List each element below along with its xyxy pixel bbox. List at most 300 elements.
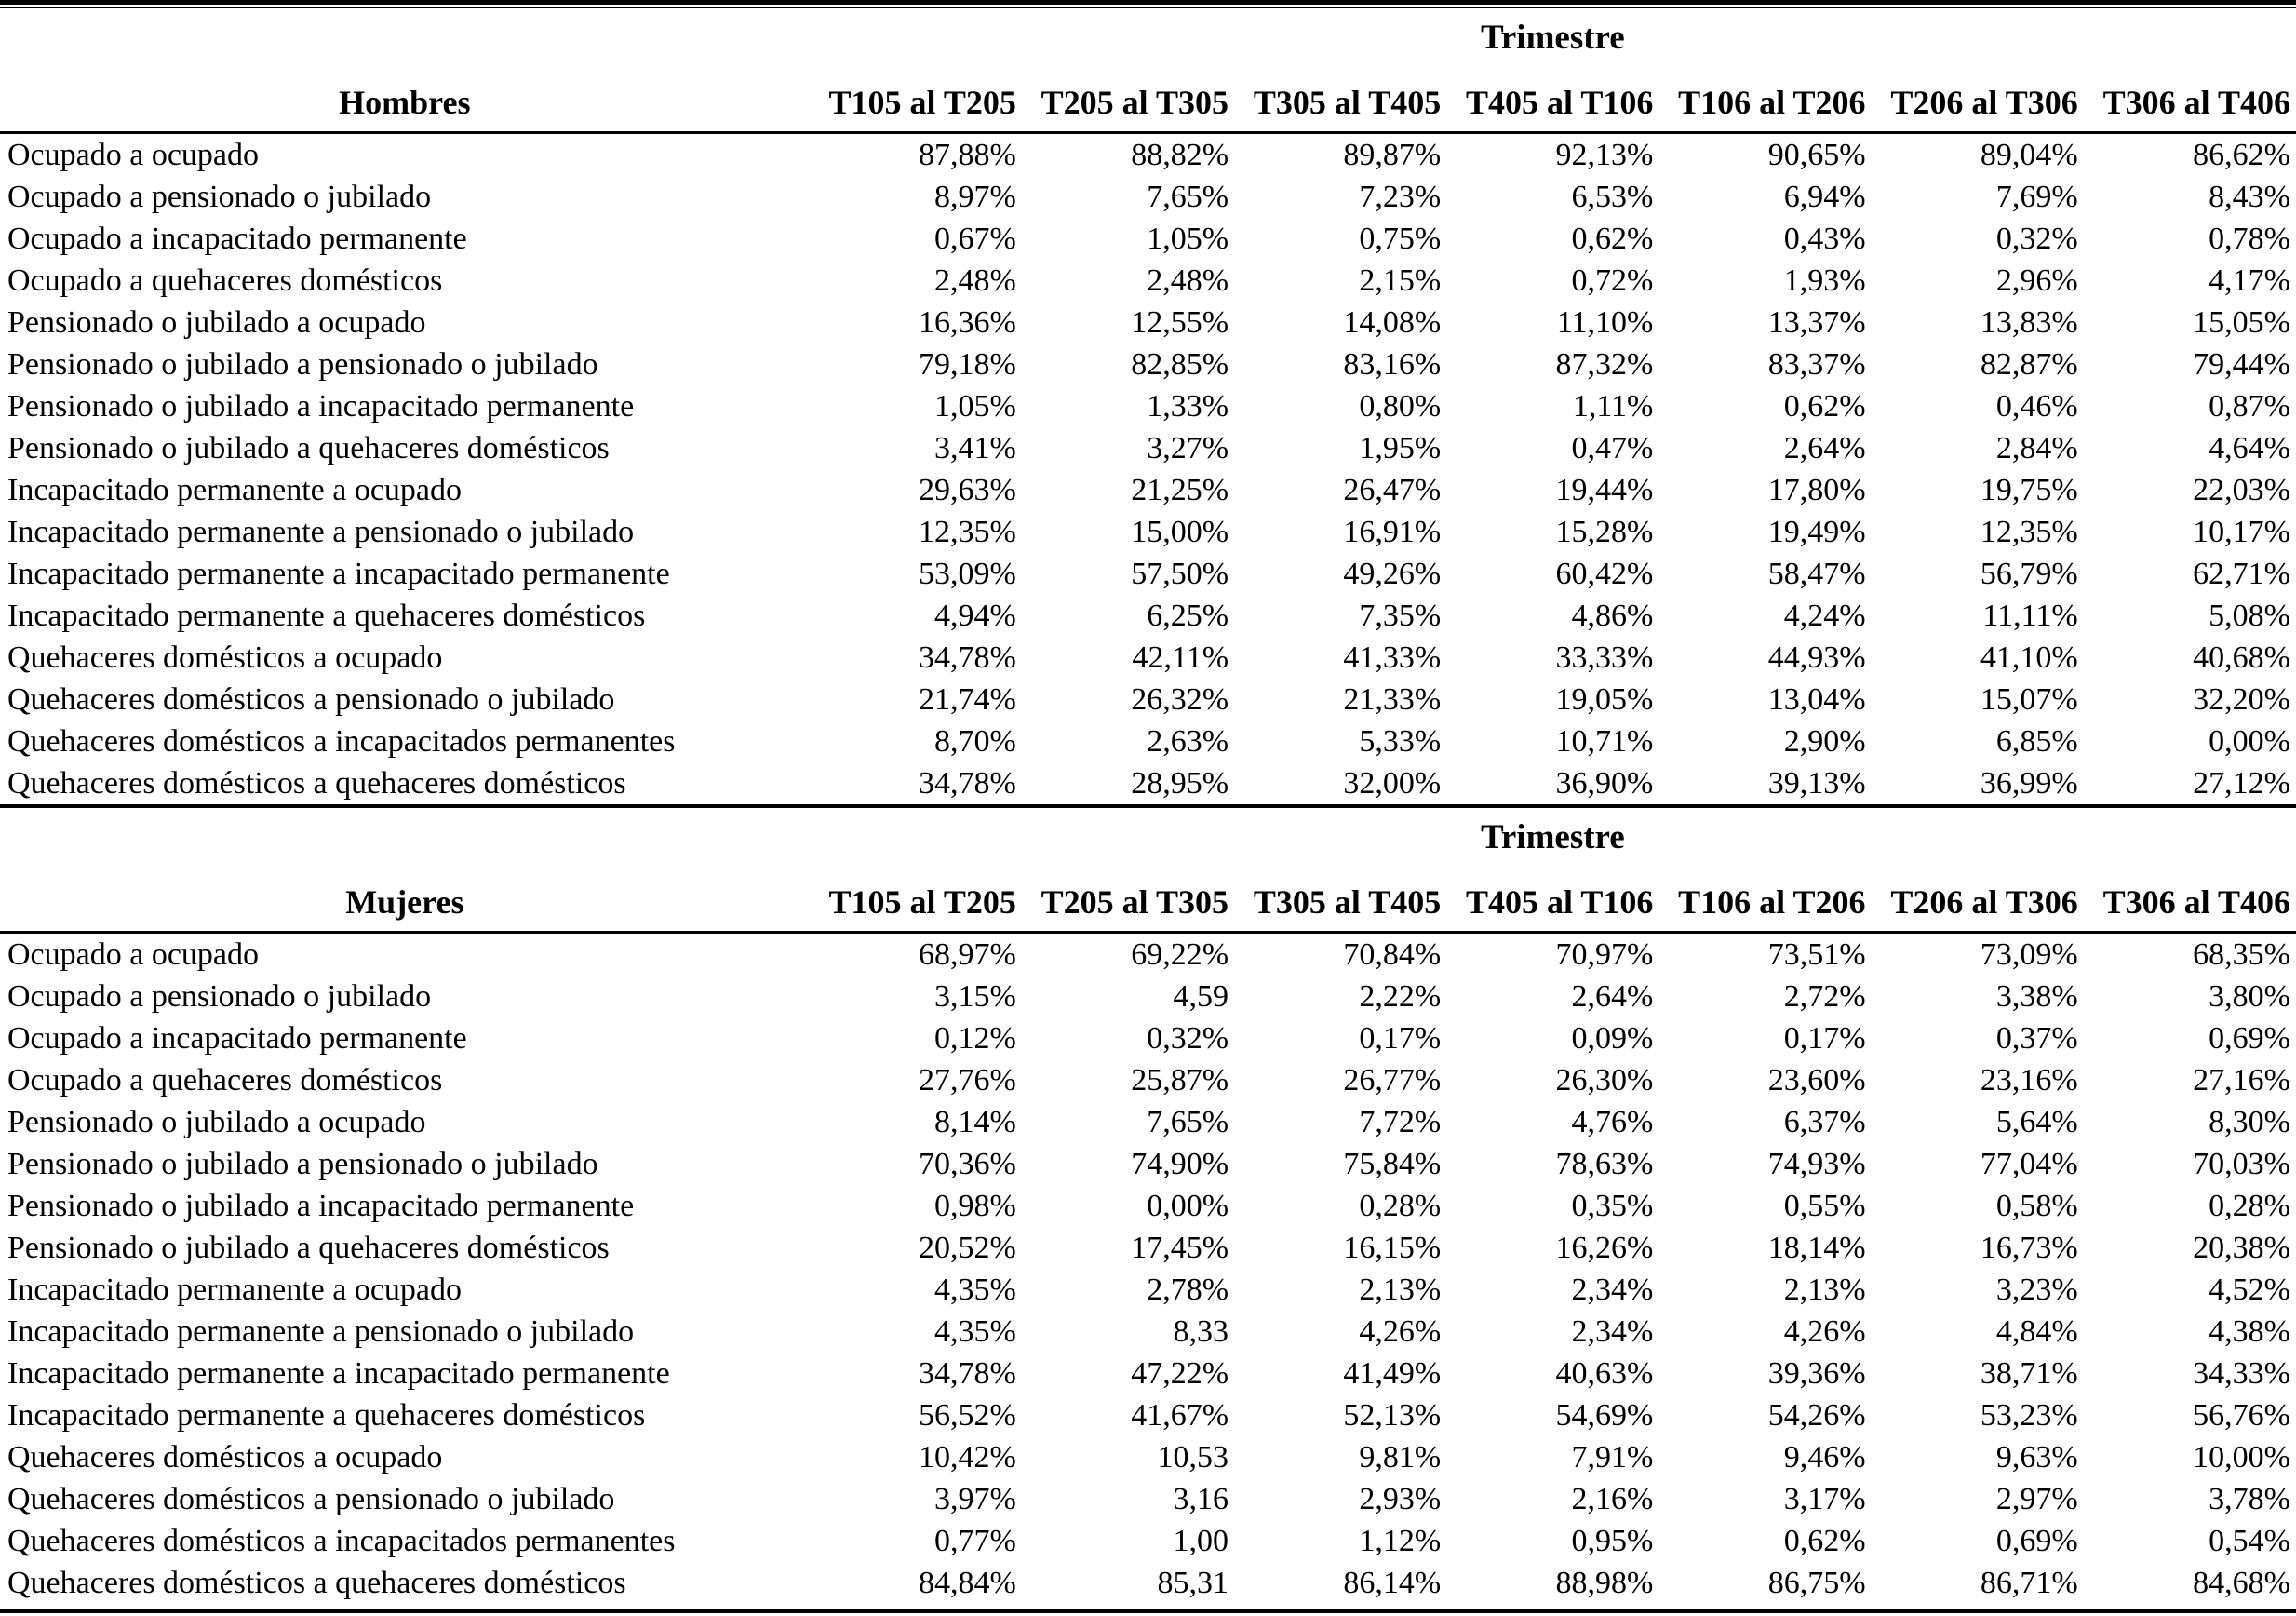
- span-header-row: [0, 808, 2296, 866]
- value-cell: 54,26%: [1767, 1397, 1866, 1433]
- value-cell: 3,15%: [934, 978, 1016, 1014]
- value-cell: 38,71%: [1980, 1355, 2078, 1391]
- table-row: [0, 176, 2296, 218]
- row-label: Ocupado a incapacitado permanente: [7, 1020, 467, 1056]
- value-cell: 56,76%: [2193, 1397, 2290, 1433]
- value-cell: 4,76%: [1571, 1104, 1654, 1139]
- value-cell: 16,36%: [919, 304, 1016, 340]
- value-cell: 19,75%: [1980, 472, 2078, 507]
- value-cell: 56,52%: [919, 1397, 1016, 1433]
- value-cell: 12,35%: [919, 514, 1016, 549]
- table-row: [0, 302, 2296, 343]
- table-row: [0, 133, 2296, 177]
- value-cell: 0,98%: [934, 1188, 1016, 1223]
- value-cell: 7,72%: [1359, 1104, 1442, 1139]
- value-cell: 11,10%: [1556, 304, 1654, 340]
- value-cell: 15,28%: [1555, 514, 1654, 549]
- value-cell: 1,93%: [1783, 263, 1866, 298]
- row-label: Quehaceres domésticos a incapacitados permanentes: [7, 723, 676, 759]
- column-header: T105 al T205: [810, 66, 1022, 133]
- table-row: [0, 1520, 2296, 1562]
- value-cell: 9,63%: [1995, 1439, 2078, 1475]
- value-cell: 70,03%: [2193, 1146, 2290, 1181]
- value-cell: 13,04%: [1767, 681, 1866, 717]
- trimestre-span-header: Trimestre: [1480, 817, 1625, 856]
- value-cell: 0,80%: [1359, 388, 1442, 424]
- column-header: T405 al T106: [1446, 866, 1658, 933]
- value-cell: 3,78%: [2209, 1481, 2290, 1516]
- value-cell: 2,63%: [1147, 723, 1229, 759]
- value-cell: 3,41%: [934, 430, 1016, 465]
- value-cell: 0,95%: [1571, 1523, 1654, 1558]
- value-cell: 0,58%: [1995, 1188, 2078, 1223]
- value-cell: 2,34%: [1571, 1272, 1654, 1307]
- row-label: Pensionado o jubilado a pensionado o jubilado: [7, 1146, 598, 1181]
- value-cell: 22,03%: [2193, 472, 2290, 507]
- value-cell: 34,78%: [919, 640, 1016, 675]
- table-row: [0, 553, 2296, 595]
- column-header-row: [0, 866, 2296, 933]
- value-cell: 33,33%: [1555, 640, 1654, 675]
- table-body: [0, 933, 2296, 1605]
- value-cell: 9,81%: [1359, 1439, 1442, 1475]
- value-cell: 0,69%: [2209, 1020, 2290, 1056]
- value-cell: 86,71%: [1980, 1565, 2078, 1600]
- table-row: [0, 385, 2296, 427]
- value-cell: 0,32%: [1995, 221, 2078, 256]
- value-cell: 49,26%: [1343, 556, 1442, 591]
- value-cell: 39,13%: [1767, 765, 1866, 801]
- value-cell: 12,55%: [1131, 304, 1229, 340]
- value-cell: 14,08%: [1343, 304, 1442, 340]
- value-cell: 19,49%: [1767, 514, 1866, 549]
- value-cell: 0,75%: [1359, 221, 1442, 256]
- table-row: [0, 595, 2296, 637]
- value-cell: 34,78%: [919, 1355, 1016, 1391]
- value-cell: 4,35%: [934, 1313, 1016, 1349]
- column-header: T105 al T205: [810, 866, 1022, 933]
- value-cell: 1,05%: [934, 388, 1016, 424]
- column-header: T305 al T405: [1234, 66, 1446, 133]
- column-header: T306 al T406: [2084, 66, 2296, 133]
- value-cell: 4,26%: [1359, 1313, 1442, 1349]
- value-cell: 2,22%: [1359, 978, 1442, 1014]
- table-row: [0, 1227, 2296, 1269]
- value-cell: 70,36%: [919, 1146, 1016, 1181]
- value-cell: 92,13%: [1555, 137, 1654, 172]
- value-cell: 34,33%: [2193, 1355, 2290, 1391]
- value-cell: 4,94%: [934, 598, 1016, 633]
- value-cell: 0,35%: [1571, 1188, 1654, 1223]
- table-row: [0, 1059, 2296, 1101]
- value-cell: 4,64%: [2209, 430, 2290, 465]
- value-cell: 6,37%: [1783, 1104, 1866, 1139]
- table-row: [0, 720, 2296, 762]
- table-row: [0, 679, 2296, 720]
- spacer-cell: [0, 808, 810, 866]
- value-cell: 57,50%: [1131, 556, 1229, 591]
- bottom-rule: [0, 1609, 2296, 1613]
- value-cell: 0,47%: [1571, 430, 1654, 465]
- value-cell: 1,11%: [1572, 388, 1654, 424]
- value-cell: 0,78%: [2209, 221, 2290, 256]
- value-cell: 0,46%: [1995, 388, 2078, 424]
- row-label: Incapacitado permanente a incapacitado permanente: [7, 556, 670, 591]
- value-cell: 2,64%: [1571, 978, 1654, 1014]
- column-header: T106 al T206: [1658, 66, 1871, 133]
- row-label: Ocupado a pensionado o jubilado: [7, 978, 432, 1014]
- value-cell: 0,62%: [1783, 388, 1866, 424]
- table-row: [0, 1101, 2296, 1143]
- value-cell: 20,38%: [2193, 1230, 2290, 1265]
- row-label: Incapacitado permanente a ocupado: [7, 472, 463, 507]
- value-cell: 58,47%: [1767, 556, 1866, 591]
- value-cell: 8,97%: [934, 179, 1016, 214]
- value-cell: 3,23%: [1995, 1272, 2078, 1307]
- value-cell: 68,35%: [2193, 936, 2290, 972]
- value-cell: 0,28%: [1359, 1188, 1442, 1223]
- value-cell: 36,90%: [1555, 765, 1654, 801]
- column-header: T306 al T406: [2084, 866, 2296, 933]
- value-cell: 10,17%: [2193, 514, 2290, 549]
- row-label: Quehaceres domésticos a ocupado: [7, 640, 443, 675]
- value-cell: 2,93%: [1359, 1481, 1442, 1516]
- value-cell: 21,25%: [1131, 472, 1229, 507]
- value-cell: 69,22%: [1131, 936, 1229, 972]
- row-label: Quehaceres domésticos a quehaceres domésticos: [7, 765, 626, 801]
- column-header: T205 al T305: [1022, 66, 1234, 133]
- value-cell: 3,97%: [934, 1481, 1016, 1516]
- value-cell: 4,86%: [1571, 598, 1654, 633]
- value-cell: 3,80%: [2209, 978, 2290, 1014]
- value-cell: 73,09%: [1980, 936, 2078, 972]
- value-cell: 4,24%: [1783, 598, 1866, 633]
- value-cell: 34,78%: [919, 765, 1016, 801]
- value-cell: 17,80%: [1767, 472, 1866, 507]
- table-row: [0, 1143, 2296, 1185]
- value-cell: 88,82%: [1131, 137, 1229, 172]
- value-cell: 15,00%: [1131, 514, 1229, 549]
- value-cell: 2,96%: [1995, 263, 2078, 298]
- value-cell: 40,63%: [1555, 1355, 1654, 1391]
- value-cell: 83,16%: [1343, 346, 1442, 382]
- value-cell: 26,30%: [1555, 1062, 1654, 1098]
- row-label: Quehaceres domésticos a ocupado: [7, 1439, 443, 1475]
- value-cell: 7,69%: [1995, 179, 2078, 214]
- table-row: [0, 1185, 2296, 1227]
- value-cell: 41,10%: [1980, 640, 2078, 675]
- value-cell: 8,43%: [2209, 179, 2290, 214]
- value-cell: 2,48%: [1147, 263, 1229, 298]
- value-cell: 90,65%: [1767, 137, 1866, 172]
- value-cell: 4,59: [1173, 978, 1229, 1014]
- value-cell: 20,52%: [919, 1230, 1016, 1265]
- table-row: [0, 343, 2296, 385]
- transition-table: [0, 8, 2296, 804]
- value-cell: 13,83%: [1980, 304, 2078, 340]
- row-label: Pensionado o jubilado a ocupado: [7, 1104, 426, 1139]
- value-cell: 29,63%: [919, 472, 1016, 507]
- row-label: Quehaceres domésticos a pensionado o jubilado: [7, 681, 615, 717]
- value-cell: 18,14%: [1767, 1230, 1866, 1265]
- table-row: [0, 976, 2296, 1017]
- group-header: Hombres: [0, 66, 810, 133]
- row-label: Incapacitado permanente a pensionado o jubilado: [7, 514, 635, 549]
- value-cell: 6,94%: [1783, 179, 1866, 214]
- value-cell: 70,84%: [1343, 936, 1442, 972]
- value-cell: 87,32%: [1555, 346, 1654, 382]
- value-cell: 7,65%: [1147, 179, 1229, 214]
- value-cell: 77,04%: [1980, 1146, 2078, 1181]
- value-cell: 73,51%: [1767, 936, 1866, 972]
- row-label: Pensionado o jubilado a incapacitado permanente: [7, 388, 635, 424]
- top-double-rule: [0, 0, 2296, 8]
- value-cell: 74,93%: [1767, 1146, 1866, 1181]
- value-cell: 4,84%: [1995, 1313, 2078, 1349]
- value-cell: 15,07%: [1980, 681, 2078, 717]
- row-label: Incapacitado permanente a pensionado o jubilado: [7, 1313, 635, 1349]
- value-cell: 78,63%: [1555, 1146, 1654, 1181]
- value-cell: 23,16%: [1980, 1062, 2078, 1098]
- value-cell: 27,12%: [2193, 765, 2290, 801]
- value-cell: 5,33%: [1359, 723, 1442, 759]
- table-row: [0, 1269, 2296, 1311]
- value-cell: 84,68%: [2193, 1565, 2290, 1600]
- table-row: [0, 1478, 2296, 1520]
- column-header: T405 al T106: [1446, 66, 1658, 133]
- row-label: Incapacitado permanente a ocupado: [7, 1272, 463, 1307]
- row-label: Ocupado a ocupado: [7, 936, 260, 972]
- value-cell: 53,23%: [1980, 1397, 2078, 1433]
- value-cell: 0,00%: [1147, 1188, 1229, 1223]
- value-cell: 27,16%: [2193, 1062, 2290, 1098]
- value-cell: 84,84%: [919, 1565, 1016, 1600]
- value-cell: 13,37%: [1767, 304, 1866, 340]
- tables-root: [0, 8, 2296, 1604]
- value-cell: 6,85%: [1995, 723, 2078, 759]
- value-cell: 2,13%: [1783, 1272, 1866, 1307]
- value-cell: 0,17%: [1359, 1020, 1442, 1056]
- value-cell: 6,25%: [1147, 598, 1229, 633]
- spacer-cell: [0, 8, 810, 66]
- value-cell: 2,72%: [1783, 978, 1866, 1014]
- value-cell: 2,64%: [1783, 430, 1866, 465]
- column-header: T206 al T306: [1872, 866, 2084, 933]
- table-row: [0, 427, 2296, 469]
- value-cell: 16,26%: [1555, 1230, 1654, 1265]
- value-cell: 54,69%: [1555, 1397, 1654, 1433]
- table-row: [0, 933, 2296, 976]
- table-row: [0, 1436, 2296, 1478]
- value-cell: 36,99%: [1980, 765, 2078, 801]
- value-cell: 10,71%: [1555, 723, 1654, 759]
- column-header: T206 al T306: [1872, 66, 2084, 133]
- table-row: [0, 1311, 2296, 1353]
- value-cell: 2,84%: [1995, 430, 2078, 465]
- value-cell: 2,97%: [1995, 1481, 2078, 1516]
- table-row: [0, 1562, 2296, 1604]
- value-cell: 16,73%: [1980, 1230, 2078, 1265]
- value-cell: 86,14%: [1343, 1565, 1442, 1600]
- value-cell: 60,42%: [1555, 556, 1654, 591]
- value-cell: 1,33%: [1147, 388, 1229, 424]
- value-cell: 5,08%: [2209, 598, 2290, 633]
- value-cell: 41,33%: [1343, 640, 1442, 675]
- column-header: T106 al T206: [1658, 866, 1871, 933]
- value-cell: 3,17%: [1783, 1481, 1866, 1516]
- value-cell: 8,14%: [934, 1104, 1016, 1139]
- row-label: Pensionado o jubilado a ocupado: [7, 304, 426, 340]
- value-cell: 27,76%: [919, 1062, 1016, 1098]
- value-cell: 0,55%: [1783, 1188, 1866, 1223]
- transition-table: [0, 808, 2296, 1604]
- value-cell: 4,17%: [2209, 263, 2290, 298]
- value-cell: 74,90%: [1131, 1146, 1229, 1181]
- value-cell: 0,17%: [1783, 1020, 1866, 1056]
- table-row: [0, 637, 2296, 679]
- value-cell: 8,30%: [2209, 1104, 2290, 1139]
- value-cell: 10,42%: [919, 1439, 1016, 1475]
- table-row: [0, 1353, 2296, 1394]
- value-cell: 26,77%: [1343, 1062, 1442, 1098]
- value-cell: 25,87%: [1131, 1062, 1229, 1098]
- value-cell: 32,20%: [2193, 681, 2290, 717]
- row-label: Ocupado a quehaceres domésticos: [7, 263, 443, 298]
- row-label: Pensionado o jubilado a pensionado o jubilado: [7, 346, 598, 382]
- value-cell: 0,62%: [1571, 221, 1654, 256]
- value-cell: 87,88%: [919, 137, 1016, 172]
- value-cell: 89,87%: [1343, 137, 1442, 172]
- row-label: Incapacitado permanente a incapacitado permanente: [7, 1355, 670, 1391]
- value-cell: 3,16: [1173, 1481, 1229, 1516]
- value-cell: 7,65%: [1147, 1104, 1229, 1139]
- value-cell: 0,09%: [1571, 1020, 1654, 1056]
- value-cell: 7,35%: [1359, 598, 1442, 633]
- value-cell: 0,87%: [2209, 388, 2290, 424]
- value-cell: 47,22%: [1131, 1355, 1229, 1391]
- column-header: T205 al T305: [1022, 866, 1234, 933]
- value-cell: 0,28%: [2209, 1188, 2290, 1223]
- value-cell: 1,12%: [1359, 1523, 1442, 1558]
- value-cell: 26,47%: [1343, 472, 1442, 507]
- value-cell: 2,48%: [934, 263, 1016, 298]
- value-cell: 39,36%: [1767, 1355, 1866, 1391]
- value-cell: 56,79%: [1980, 556, 2078, 591]
- row-label: Ocupado a incapacitado permanente: [7, 221, 467, 256]
- table-row: [0, 218, 2296, 260]
- value-cell: 12,35%: [1980, 514, 2078, 549]
- value-cell: 68,97%: [919, 936, 1016, 972]
- value-cell: 88,98%: [1555, 1565, 1654, 1600]
- row-label: Ocupado a quehaceres domésticos: [7, 1062, 443, 1098]
- value-cell: 2,13%: [1359, 1272, 1442, 1307]
- value-cell: 23,60%: [1767, 1062, 1866, 1098]
- value-cell: 10,00%: [2193, 1439, 2290, 1475]
- value-cell: 19,05%: [1555, 681, 1654, 717]
- row-label: Incapacitado permanente a quehaceres domésticos: [7, 598, 646, 633]
- value-cell: 79,18%: [919, 346, 1016, 382]
- value-cell: 86,75%: [1767, 1565, 1866, 1600]
- value-cell: 0,77%: [934, 1523, 1016, 1558]
- value-cell: 32,00%: [1343, 765, 1442, 801]
- span-header-row: [0, 8, 2296, 66]
- value-cell: 0,43%: [1783, 221, 1866, 256]
- table-row: [0, 469, 2296, 511]
- value-cell: 0,32%: [1147, 1020, 1229, 1056]
- value-cell: 1,05%: [1147, 221, 1229, 256]
- value-cell: 28,95%: [1131, 765, 1229, 801]
- value-cell: 8,70%: [934, 723, 1016, 759]
- value-cell: 42,11%: [1132, 640, 1229, 675]
- value-cell: 2,15%: [1359, 263, 1442, 298]
- table-row: [0, 1394, 2296, 1436]
- value-cell: 0,67%: [934, 221, 1016, 256]
- value-cell: 0,00%: [2209, 723, 2290, 759]
- value-cell: 2,90%: [1783, 723, 1866, 759]
- value-cell: 86,62%: [2193, 137, 2290, 172]
- value-cell: 3,27%: [1147, 430, 1229, 465]
- group-header: Mujeres: [0, 866, 810, 933]
- value-cell: 1,00: [1173, 1523, 1229, 1558]
- value-cell: 41,49%: [1343, 1355, 1442, 1391]
- value-cell: 53,09%: [919, 556, 1016, 591]
- table-row: [0, 762, 2296, 804]
- value-cell: 2,16%: [1571, 1481, 1654, 1516]
- row-label: Quehaceres domésticos a pensionado o jubilado: [7, 1481, 615, 1516]
- value-cell: 5,64%: [1995, 1104, 2078, 1139]
- row-label: Quehaceres domésticos a quehaceres domésticos: [7, 1565, 626, 1600]
- value-cell: 1,95%: [1359, 430, 1442, 465]
- value-cell: 0,62%: [1783, 1523, 1866, 1558]
- row-label: Pensionado o jubilado a incapacitado permanente: [7, 1188, 635, 1223]
- value-cell: 0,37%: [1995, 1020, 2078, 1056]
- value-cell: 85,31: [1157, 1565, 1229, 1600]
- value-cell: 0,69%: [1995, 1523, 2078, 1558]
- value-cell: 75,84%: [1343, 1146, 1442, 1181]
- value-cell: 0,12%: [934, 1020, 1016, 1056]
- value-cell: 21,74%: [919, 681, 1016, 717]
- value-cell: 52,13%: [1343, 1397, 1442, 1433]
- value-cell: 9,46%: [1783, 1439, 1866, 1475]
- value-cell: 0,54%: [2209, 1523, 2290, 1558]
- value-cell: 15,05%: [2193, 304, 2290, 340]
- value-cell: 7,23%: [1359, 179, 1442, 214]
- row-label: Pensionado o jubilado a quehaceres domésticos: [7, 430, 610, 465]
- value-cell: 0,72%: [1571, 263, 1654, 298]
- table-row: [0, 1017, 2296, 1059]
- value-cell: 4,35%: [934, 1272, 1016, 1307]
- value-cell: 2,78%: [1147, 1272, 1229, 1307]
- value-cell: 8,33: [1173, 1313, 1229, 1349]
- value-cell: 2,34%: [1571, 1313, 1654, 1349]
- value-cell: 6,53%: [1571, 179, 1654, 214]
- table-header: [0, 808, 2296, 933]
- row-label: Incapacitado permanente a quehaceres domésticos: [7, 1397, 646, 1433]
- value-cell: 4,26%: [1783, 1313, 1866, 1349]
- value-cell: 17,45%: [1131, 1230, 1229, 1265]
- value-cell: 4,52%: [2209, 1272, 2290, 1307]
- row-label: Pensionado o jubilado a quehaceres domésticos: [7, 1230, 610, 1265]
- row-label: Ocupado a pensionado o jubilado: [7, 179, 432, 214]
- table-row: [0, 511, 2296, 553]
- value-cell: 7,91%: [1571, 1439, 1654, 1475]
- table-row: [0, 260, 2296, 302]
- value-cell: 21,33%: [1343, 681, 1442, 717]
- value-cell: 41,67%: [1131, 1397, 1229, 1433]
- value-cell: 4,38%: [2209, 1313, 2290, 1349]
- value-cell: 10,53: [1157, 1439, 1229, 1475]
- row-label: Quehaceres domésticos a incapacitados permanentes: [7, 1523, 676, 1558]
